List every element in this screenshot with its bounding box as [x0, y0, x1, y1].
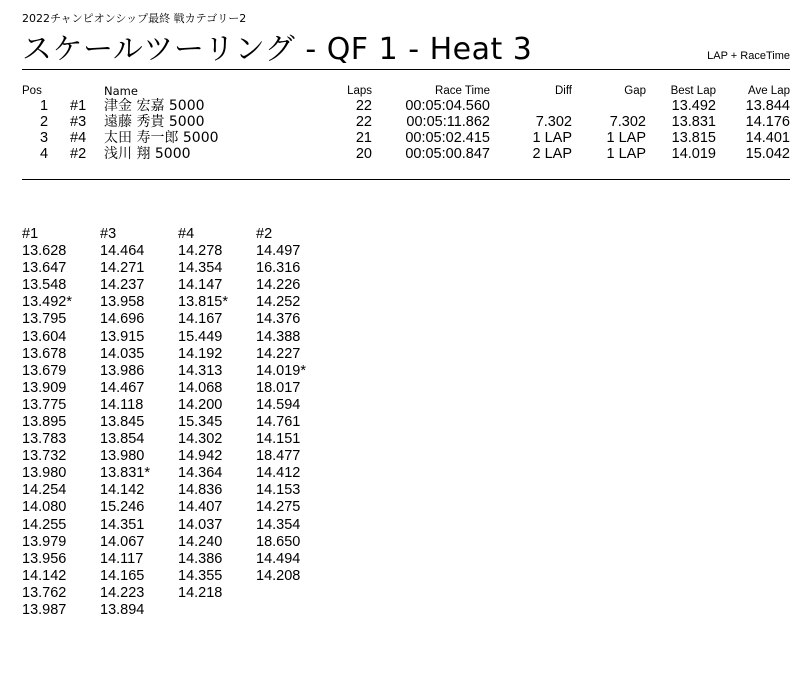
title-row: [22, 24, 790, 66]
lap-time-cell: 14.165: [100, 567, 145, 584]
lap-time-cell: 14.696: [100, 311, 145, 328]
result-laps: 22: [355, 114, 372, 130]
lap-row: [22, 397, 334, 414]
lap-row: [22, 346, 334, 363]
lap-time-cell: 15.345: [178, 413, 223, 430]
report-type-label: LAP + RaceTime: [707, 50, 790, 62]
result-driver-name: 太田 寿一郎 5000: [104, 130, 219, 146]
lap-col-header: #4: [178, 226, 195, 242]
lap-time-cell: 13.956: [22, 550, 67, 567]
result-driver-name: 遠藤 秀貴 5000: [104, 114, 205, 130]
lap-row: [22, 431, 334, 448]
lap-time-cell: 14.208: [256, 567, 301, 584]
lap-time-cell: 18.650: [256, 533, 301, 550]
lap-row: [22, 311, 334, 328]
lap-row: [22, 363, 334, 380]
lap-time-cell: 14.386: [178, 550, 223, 567]
lap-time-cell: 14.226: [256, 277, 301, 294]
result-row: [22, 114, 790, 130]
col-pos: Pos: [22, 85, 42, 97]
lap-row: [22, 602, 334, 619]
lap-time-cell: 13.762: [22, 584, 67, 601]
lap-row: [22, 482, 334, 499]
lap-time-cell: 13.548: [22, 277, 67, 294]
lap-time-cell: 14.364: [178, 465, 223, 482]
col-laps: Laps: [347, 85, 372, 97]
lap-row: [22, 294, 334, 311]
lap-time-cell: 14.067: [100, 533, 145, 550]
lap-time-cell: 14.594: [256, 396, 301, 413]
lap-time-cell: 18.017: [256, 379, 301, 396]
result-ave-lap: 14.401: [745, 130, 790, 146]
lap-time-cell: 14.142: [22, 567, 67, 584]
lap-row: [22, 568, 334, 585]
lap-time-cell: 13.987: [22, 602, 67, 619]
lap-time-cell: 13.845: [100, 413, 145, 430]
result-ave-lap: 14.176: [745, 114, 790, 130]
lap-time-cell: 14.313: [178, 362, 223, 379]
lap-time-cell: 14.836: [178, 482, 223, 499]
lap-time-cell: 13.831*: [100, 465, 150, 482]
lap-time-cell: 14.761: [256, 413, 301, 430]
col-diff: Diff: [554, 85, 572, 97]
result-car-number: #1: [70, 98, 87, 114]
lap-row: [22, 517, 334, 534]
lap-time-cell: 13.795: [22, 311, 67, 328]
lap-time-cell: 13.783: [22, 431, 67, 448]
lap-time-cell: 13.980: [22, 465, 67, 482]
lap-time-cell: 14.464: [100, 243, 145, 260]
result-race-time: 00:05:02.415: [405, 130, 490, 146]
lap-time-cell: [256, 602, 334, 619]
result-car-number: #2: [70, 146, 87, 162]
result-gap: 7.302: [609, 114, 646, 130]
result-pos: 2: [40, 114, 49, 130]
lap-time-cell: 14.117: [100, 550, 144, 567]
lap-time-cell: 15.449: [178, 328, 223, 345]
result-best-lap: 13.815: [671, 130, 716, 146]
lap-time-cell: [256, 585, 334, 602]
col-race-time: Race Time: [435, 85, 490, 97]
lap-time-cell: 13.732: [22, 448, 67, 465]
col-best-lap: Best Lap: [670, 85, 716, 97]
result-race-time: 00:05:00.847: [405, 146, 490, 162]
result-gap: [572, 98, 646, 114]
lap-time-cell: 13.775: [22, 396, 67, 413]
result-laps: 22: [355, 98, 372, 114]
lap-time-cell: 14.407: [178, 499, 223, 516]
lap-time-cell: 14.942: [178, 448, 223, 465]
lap-time-cell: 14.142: [100, 482, 145, 499]
lap-row: [22, 260, 334, 277]
lap-time-cell: 14.388: [256, 328, 301, 345]
lap-row: [22, 448, 334, 465]
lap-row: [22, 277, 334, 294]
lap-time-cell: 14.252: [256, 294, 301, 311]
lap-time-cell: 13.647: [22, 260, 67, 277]
lap-time-cell: 14.255: [22, 516, 67, 533]
result-car-number: #3: [70, 114, 87, 130]
result-driver-name: 津金 宏嘉 5000: [104, 98, 205, 114]
lap-time-cell: 14.240: [178, 533, 223, 550]
lap-time-cell: 14.151: [256, 431, 301, 448]
lap-time-cell: 13.678: [22, 345, 67, 362]
result-row: [22, 98, 790, 114]
lap-time-cell: 14.275: [256, 499, 301, 516]
result-diff: 7.302: [535, 114, 572, 130]
lap-row: [22, 465, 334, 482]
col-car: [70, 84, 104, 98]
lap-time-cell: [178, 602, 256, 619]
col-ave-lap: Ave Lap: [748, 85, 790, 97]
result-race-time: 00:05:04.560: [405, 98, 490, 114]
lap-time-cell: 14.237: [100, 277, 145, 294]
lap-time-cell: 13.895: [22, 413, 67, 430]
result-car-number: #4: [70, 130, 87, 146]
lap-time-cell: 14.068: [178, 379, 223, 396]
col-gap: Gap: [624, 85, 646, 97]
lap-time-cell: 14.080: [22, 499, 67, 516]
lap-time-cell: 14.153: [256, 482, 301, 499]
result-gap: 1 LAP: [606, 130, 646, 146]
header-divider-top: [22, 69, 790, 70]
lap-time-cell: 13.894: [100, 602, 145, 619]
lap-time-cell: 14.354: [178, 260, 223, 277]
lap-times-table: [22, 226, 334, 619]
result-ave-lap: 15.042: [745, 146, 790, 162]
lap-time-cell: 15.246: [100, 499, 145, 516]
lap-time-cell: 14.467: [100, 379, 145, 396]
lap-time-cell: 13.986: [100, 362, 145, 379]
result-ave-lap: 13.844: [745, 98, 790, 114]
lap-time-cell: 14.355: [178, 567, 223, 584]
lap-time-cell: 13.604: [22, 328, 67, 345]
result-gap: 1 LAP: [606, 146, 646, 162]
result-pos: 3: [40, 130, 49, 146]
lap-time-cell: 18.477: [256, 448, 301, 465]
lap-time-cell: 14.227: [256, 345, 301, 362]
lap-time-cell: 14.035: [100, 345, 145, 362]
lap-time-cell: 14.223: [100, 584, 145, 601]
lap-time-cell: 14.147: [178, 277, 223, 294]
results-header-row: [22, 84, 790, 98]
lap-time-cell: 13.915: [100, 328, 145, 345]
lap-row: [22, 499, 334, 516]
lap-time-cell: 14.200: [178, 396, 223, 413]
result-row: [22, 130, 790, 146]
lap-time-cell: 14.354: [256, 516, 301, 533]
lap-time-cell: 13.815*: [178, 294, 228, 311]
result-race-time: 00:05:11.862: [406, 114, 490, 130]
lap-col-header: #2: [256, 226, 273, 242]
lap-time-cell: 14.351: [100, 516, 145, 533]
result-diff: 2 LAP: [532, 146, 572, 162]
lap-time-cell: 14.412: [256, 465, 301, 482]
lap-row: [22, 414, 334, 431]
result-laps: 21: [355, 130, 372, 146]
lap-time-cell: 14.167: [178, 311, 223, 328]
lap-time-cell: 13.980: [100, 448, 145, 465]
result-pos: 4: [40, 146, 49, 162]
result-diff: 1 LAP: [532, 130, 572, 146]
lap-time-cell: 14.254: [22, 482, 67, 499]
result-pos: 1: [40, 98, 49, 114]
lap-time-cell: 14.497: [256, 243, 301, 260]
lap-row: [22, 243, 334, 260]
lap-row: [22, 380, 334, 397]
lap-time-cell: 13.679: [22, 362, 67, 379]
lap-time-cell: 13.854: [100, 431, 145, 448]
page-title: スケールツーリング - QF 1 - Heat 3: [22, 32, 533, 67]
result-driver-name: 浅川 翔 5000: [104, 146, 191, 162]
lap-time-cell: 16.316: [256, 260, 301, 277]
result-best-lap: 13.831: [671, 114, 716, 130]
header-divider-bottom: [22, 179, 790, 180]
lap-time-cell: 13.979: [22, 533, 67, 550]
lap-time-cell: 14.218: [178, 584, 223, 601]
lap-time-cell: 13.628: [22, 243, 67, 260]
lap-time-cell: 13.958: [100, 294, 145, 311]
lap-time-cell: 14.192: [178, 345, 223, 362]
lap-time-cell: 14.271: [100, 260, 145, 277]
lap-time-cell: 14.494: [256, 550, 301, 567]
result-best-lap: 14.019: [671, 146, 716, 162]
result-row: [22, 146, 790, 162]
lap-col-header: #3: [100, 226, 117, 242]
lap-times-header-row: [22, 226, 334, 243]
results-table: [22, 84, 790, 162]
lap-time-cell: 14.278: [178, 243, 223, 260]
event-subtitle: 2022チャンピオンシップ最終 戦カテゴリー2: [22, 12, 247, 25]
lap-time-cell: 14.118: [100, 396, 144, 413]
lap-row: [22, 551, 334, 568]
result-best-lap: 13.492: [671, 98, 716, 114]
result-laps: 20: [355, 146, 372, 162]
lap-time-cell: 14.302: [178, 431, 223, 448]
col-name: Name: [104, 84, 138, 98]
lap-time-cell: 14.037: [178, 516, 223, 533]
lap-row: [22, 585, 334, 602]
lap-col-header: #1: [22, 226, 39, 242]
lap-time-cell: 14.019*: [256, 362, 306, 379]
lap-time-cell: 13.909: [22, 379, 67, 396]
lap-row: [22, 328, 334, 345]
result-diff: [490, 98, 572, 114]
lap-row: [22, 534, 334, 551]
lap-time-cell: 13.492*: [22, 294, 72, 311]
lap-time-cell: 14.376: [256, 311, 301, 328]
